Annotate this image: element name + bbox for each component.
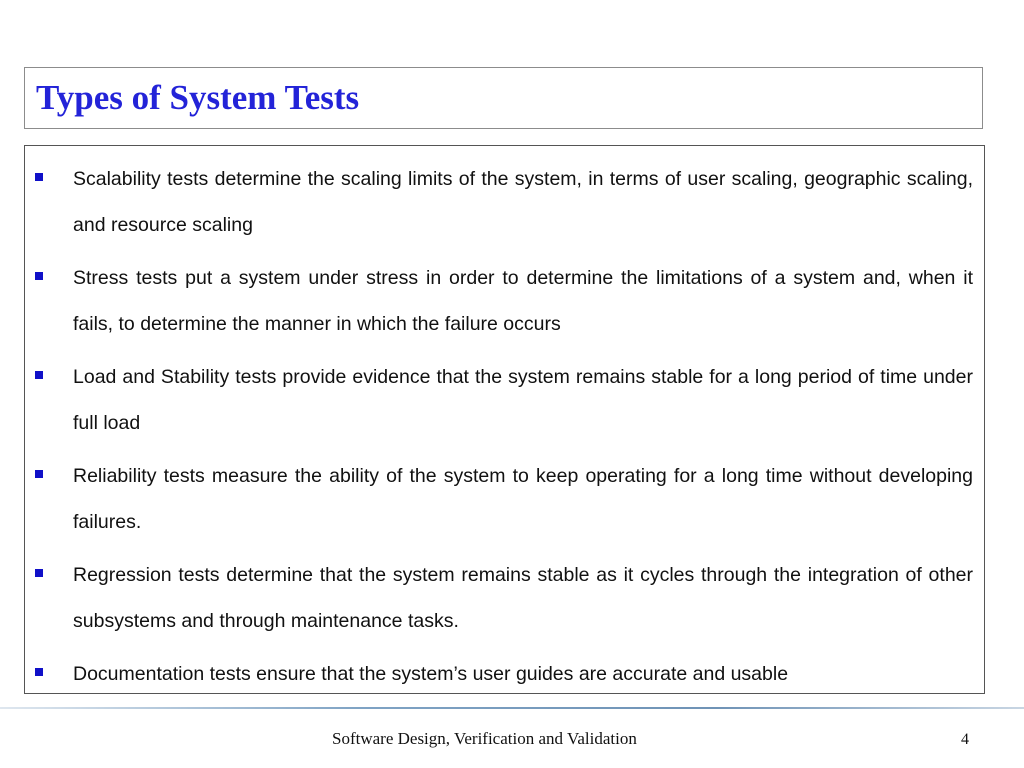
square-bullet-icon (35, 470, 43, 478)
bullet-list (25, 156, 984, 704)
footer-divider (0, 707, 1024, 709)
square-bullet-icon (35, 371, 43, 379)
bullet-text: Scalability tests determine the scaling limits of the system, in terms of user scaling, geographic scaling, and resource scaling (73, 168, 973, 236)
footer-course-title: Software Design, Verification and Validation (332, 729, 637, 748)
bullet-item (73, 651, 973, 704)
bullet-text: Documentation tests ensure that the system’s user guides are accurate and usable (73, 663, 789, 685)
bullet-item (73, 354, 973, 453)
title-box (24, 67, 983, 129)
bullet-item (73, 156, 973, 255)
square-bullet-icon (35, 569, 43, 577)
bullet-text: Load and Stability tests provide evidence that the system remains stable for a long period of time under full load (73, 366, 973, 434)
bullet-item (73, 552, 973, 651)
bullet-text: Regression tests determine that the system remains stable as it cycles through the integration of other subsystems and through maintenance tasks. (73, 564, 973, 632)
bullet-text: Reliability tests measure the ability of the system to keep operating for a long time without developing failures. (73, 465, 973, 533)
square-bullet-icon (35, 173, 43, 181)
content-box (24, 145, 985, 694)
bullet-text: Stress tests put a system under stress in order to determine the limitations of a system and, when it fails, to determine the manner in which the failure occurs (73, 267, 973, 335)
square-bullet-icon (35, 668, 43, 676)
square-bullet-icon (35, 272, 43, 280)
slide-title: Types of System Tests (36, 78, 360, 117)
bullet-item (73, 453, 973, 552)
page-number: 4 (961, 731, 969, 748)
bullet-item (73, 255, 973, 354)
